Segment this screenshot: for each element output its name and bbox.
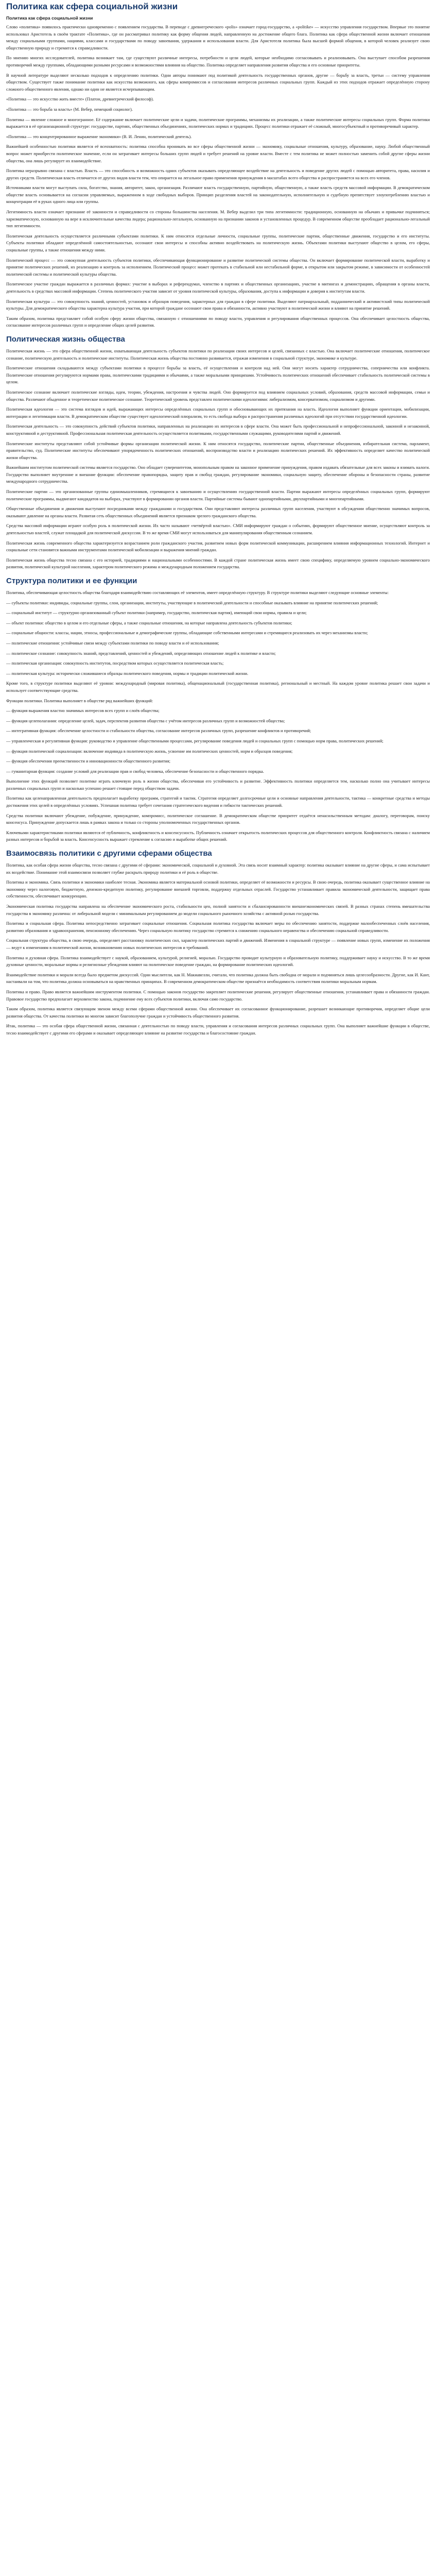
paragraph: Взаимодействие политики и морали всегда было предметом дискуссий. Одни мыслители, как Н. Макиавелли, считали, что политика должна быть свободна от морали и подчиняться лишь целесообразности. Другие, как И. Кант, настаивали на том, что политика должна основываться на нравственных принципах. В современном демократическом обществе признаётся необходимость соответствия политики моральным нормам. — [6, 972, 430, 985]
paragraph: Политика, обеспечивающая целостность общества благодаря взаимодействию составляющих её элементов, имеет определённую структуру. В структуре политики выделяют следующие основные элементы: — [6, 590, 389, 595]
paragraph: Политика — явление сложное и многогранное. Её содержание включает политические цели и задачи, политические программы, механизмы их реализации, а также политические интересы социальных групп. Форма политики выражается в её организационной структуре: государстве, партиях, общественных объединениях, политических нормах и традициях. Процесс политики отражает её сложный, многосубъектный и противоречивый характер. — [6, 116, 430, 129]
paragraph: Политическая жизнь — это сфера общественной жизни, охватывающая деятельность субъектов политики по реализации своих интересов и целей, связанных с властью. Она включает политические отношения, политическое сознание, политическую деятельность и политические институты. Политическая жизнь общества постоянно развивается, отражая изменения в социальной структуре, экономике и культуре. — [6, 348, 430, 361]
paragraph: Политика как целенаправленная деятельность предполагает выработку программ, стратегий и тактик. Стратегия определяет долгосрочные цели и основные направления деятельности, тактика — конкретные средства и методы достижения этих целей в определённых условиях. Успешная политика требует сочетания стратегического видения и гибкости тактических решений. — [6, 795, 430, 808]
list-item: — политические отношения: устойчивые связи между субъектами политики по поводу власти и её использования; — [6, 640, 219, 646]
list-item: — социальный институт — структурно организованный субъект политики (например, государство, политическая партия), имеющий свои нормы, правила и цели; — [6, 610, 307, 616]
list-item: — гуманитарная функция: создание условий для реализации прав и свобод человека, обеспечение безопасности и общественного порядка. — [6, 768, 264, 774]
paragraph: Политическая культура — это совокупность знаний, ценностей, установок и образцов поведения, характерных для граждан в сфере политики. Выделяют патриархальный, подданнический и активистский типы политической культуры. Для демократического общества характерна культура участия, при которой граждане осознают свои права и обязанности, активно участвуют в политической жизни и влияют на принятие решений. — [6, 298, 430, 311]
paragraph: По мнению многих исследователей, политика возникает там, где существуют различные интересы, потребности и цели людей, которые необходимо согласовывать и реализовывать. Она выступает способом разрешения противоречий между группами, обладающими разными ресурсами и возможностями влияния на общество. Политика определяет направления развития общества и его основные приоритеты. — [6, 55, 430, 67]
paragraph: Политика и социальная сфера. Политика непосредственно затрагивает социальные отношения. Социальная политика государства включает меры по обеспечению занятости, поддержке малообеспеченных слоёв населения, развитию образования и здравоохранения, пенсионному обеспечению. Через социальную политику государство стремится к снижению социального неравенства и обеспечению социальной справедливости. — [6, 921, 430, 933]
list-item: — функция политической социализации: включение индивида в политическую жизнь, усвоение им политических ценностей, норм и образцов поведения; — [6, 748, 293, 754]
paragraph: Ключевыми характеристиками политики являются её публичность, конфликтность и консенсусность. Публичность означает открытость политических процессов для общественного контроля. Конфликтность связана с наличием разных интересов и борьбой за власть. Консенсусность выражает стремление к согласию и выработке общих решений. — [6, 829, 430, 842]
quote: «Политика — это искусство жить вместе» (Платон, древнегреческий философ). — [6, 96, 154, 102]
paragraph: Политика, как особая сфера жизни общества, тесно связана с другими её сферами: экономической, социальной и духовной. Эта связь носит взаимный характер: политика оказывает влияние на другие сферы, и сама испытывает их воздействие. Понимание этой взаимосвязи позволяет глубже раскрыть природу политики и её роль в обществе. — [6, 862, 430, 875]
paragraph: В научной литературе выделяют несколько подходов к определению политики. Одни авторы понимают под политикой деятельность государственных органов, другие — борьбу за власть, третьи — систему управления обществом. Существует также понимание политики как искусства возможного, как сферы компромиссов и согласования интересов различных социальных групп. Каждый из этих подходов отражает определённую сторону сложного общественного явления, однако ни один не является исчерпывающим. — [6, 72, 430, 92]
paragraph: Функции политики. Политика выполняет в обществе ряд важнейших функций: — [6, 698, 153, 703]
section-title: Политическая жизнь общества — [6, 334, 125, 344]
paragraph: Политика и право. Право является важнейшим инструментом политики. С помощью законов государство закрепляет политические решения, регулирует общественные отношения, устанавливает права и обязанности граждан. Правовое государство предполагает верховенство закона, подчинение ему всех субъектов политики, включая само государство. — [6, 989, 430, 1002]
page-subtitle: Политика как сфера социальной жизни — [6, 15, 93, 21]
paragraph: Политическая идеология — это система взглядов и идей, выражающих интересы определённых социальных групп и обосновывающих их притязания на власть. Идеология выполняет функции ориентации, мобилизации, интеграции и легитимации власти. В демократическом обществе существует идеологический плюрализм, то есть свобода выбора и распространения различных идеологий при отсутствии государственной идеологии. — [6, 406, 430, 419]
section-politics-sphere — [6, 24, 430, 329]
section-interconnection — [6, 862, 430, 1037]
list-item: — политическая организация: совокупность институтов, посредством которых осуществляется политическая власть; — [6, 660, 224, 666]
list-item: — управленческая и регулятивная функция: руководство и управление общественными процессами, регулирование поведения людей и социальных групп с помощью норм права, политических решений; — [6, 738, 383, 743]
paragraph: Средства массовой информации играют особую роль в политической жизни. Их часто называют «четвёртой властью». СМИ информируют граждан о событиях, формируют общественное мнение, осуществляют контроль за деятельностью властей, служат площадкой для политической дискуссии. В то же время СМИ могут использоваться для манипулирования общественным сознанием. — [6, 523, 430, 536]
paragraph: Слово «политика» появилось практически одновременно с появлением государства. В переводе с древнегреческого «polis» означает город-государство, а «politike» — искусство управления государством. Впервые это понятие использовал Аристотель в своём трактате «Политика», где он рассматривал политику как форму общения людей, направленную на достижение общего блага. Политика как сфера общественной жизни включает отношения между социальными группами, нациями, классами и государствами по поводу завоевания, удержания и использования власти. Для Аристотеля политика была высшей формой общения, в которой человек реализует свою общественную природу и стремится к справедливости. — [6, 24, 430, 50]
article — [0, 0, 436, 1037]
list-item: — функция целеполагания: определение целей, задач, перспектив развития общества с учётом интересов различных групп и возможностей общества; — [6, 718, 285, 723]
page-title: Политика как сфера социальной жизни — [6, 2, 178, 11]
paragraph: Кроме того, в структуре политики выделяют её уровни: международный (мировая политика), общенациональный (государственная политика), региональный и местный. На каждом уровне политика решает свои задачи и использует соответствующие средства. — [6, 681, 430, 693]
paragraph: Легитимность власти означает признание её законности и справедливости со стороны большинства населения. М. Вебер выделил три типа легитимности: традиционную, основанную на обычаях и привычке подчиняться; харизматическую, основанную на вере в исключительные качества лидера; рационально-легальную, основанную на признании законов и установленных процедур. В современном обществе преобладает рационально-легальный тип легитимности. — [6, 209, 430, 229]
paragraph: Политическая жизнь современного общества характеризуется возрастанием роли гражданского участия, развитием новых форм политической коммуникации, расширением влияния информационных технологий. Интернет и социальные сети становятся важными инструментами политической мобилизации и выражения мнений граждан. — [6, 540, 430, 553]
paragraph: Важнейшей особенностью политики является её всеохватность: политика способна проникать во все сферы общественной жизни — экономику, социальные отношения, культуру, образование, науку. Любой общественный вопрос может приобрести политическое значение, если он затрагивает интересы больших групп людей и требует решений на уровне власти. Вместе с тем политика не может полностью заменить собой другие сферы жизни общества, она лишь регулирует их взаимодействие. — [6, 144, 430, 163]
paragraph: Экономическая политика государства направлена на обеспечение экономического роста, стабильности цен, полной занятости и сбалансированности внешнеэкономических связей. В разных странах степень вмешательства государства в экономику различна: от либеральной модели с минимальным регулированием до модели социального рыночного хозяйства с активной ролью государства. — [6, 904, 430, 916]
section-title: Взаимосвязь политики с другими сферами общества — [6, 849, 212, 858]
paragraph: Политическое участие граждан выражается в различных формах: участие в выборах и референдумах, членство в партиях и общественных организациях, участие в митингах и демонстрациях, обращения в органы власти, деятельность в средствах массовой информации. Степень политического участия зависит от уровня политической культуры, образования, доступа к информации и доверия к институтам власти. — [6, 281, 430, 294]
list-item: — социальные общности: классы, нации, этносы, профессиональные и демографические группы, обладающие собственными интересами и стремящиеся реализовать их через механизмы власти; — [6, 630, 368, 636]
paragraph: Источниками власти могут выступать сила, богатство, знания, авторитет, закон, организация. Различают власть государственную, партийную, общественную, а также власть средств массовой информации. В демократическом обществе власть основывается на согласии управляемых, выраженном в ходе свободных выборов. Принцип разделения властей на законодательную, исполнительную и судебную препятствует злоупотреблению властью и концентрации её в руках одного лица или группы. — [6, 185, 430, 205]
paragraph: Важнейшим институтом политической системы является государство. Оно обладает суверенитетом, монопольным правом на законное применение принуждения, правом издавать обязательные для всех законы и взимать налоги. Государство выполняет внутренние и внешние функции: обеспечение правопорядка, защиту прав и свобод граждан, регулирование экономики, социальную защиту, обеспечение обороны и безопасности страны, развитие международного сотрудничества. — [6, 465, 430, 484]
paragraph: Политическая деятельность — это совокупность действий субъектов политики, направленных на реализацию их интересов в сфере власти. Она может быть профессиональной и непрофессиональной, законной и незаконной, конструктивной и деструктивной. Профессиональная политическая деятельность осуществляется политиками, государственными служащими, руководителями партий и движений. — [6, 423, 430, 436]
paragraph: Политические отношения складываются между субъектами политики в процессе борьбы за власть, её осуществления и контроля над ней. Они могут носить характер сотрудничества, соперничества или конфликта. Политические отношения регулируются нормами права, политическими традициями и обычаями, а также моральными принципами. Устойчивость политических отношений обеспечивает стабильность политической системы в целом. — [6, 365, 430, 385]
paragraph: Общественные объединения и движения выступают посредниками между гражданами и государством. Они представляют интересы различных групп населения, участвуют в обсуждении общественно значимых вопросов, оказывают давление на органы власти. Развитая сеть общественных объединений является признаком зрелого гражданского общества. — [6, 506, 430, 518]
paragraph: Политическое сознание включает политические взгляды, идеи, теории, убеждения, настроения и чувства людей. Оно формируется под влиянием социальных условий, образования, средств массовой информации, семьи и общества. Различают обыденное и теоретическое политическое сознание. Теоретический уровень представлен политическими идеологиями: либерализмом, консерватизмом, социализмом и другими. — [6, 389, 430, 402]
list-item: — субъекты политики: индивиды, социальные группы, слои, организации, институты, участвующие в политической деятельности и способные оказывать влияние на принятие политических решений; — [6, 600, 378, 605]
paragraph: Политика и экономика. Связь политики и экономики наиболее тесная. Экономика является материальной основой политики, определяет её возможности и ресурсы. В свою очередь, политика оказывает существенное влияние на экономику через налоговую, бюджетную, денежно-кредитную политику, регулирование внешней торговли, поддержку отдельных отраслей. Государство устанавливает правила экономической деятельности, защищает права собственности, обеспечивает конкуренцию. — [6, 879, 430, 899]
list-item: — политическая культура: исторически сложившиеся образцы политического поведения, нормы и традиции политической жизни. — [6, 670, 249, 676]
paragraph: Политические институты представляют собой устойчивые формы организации политической жизни. К ним относятся государство, политические партии, общественные объединения, избирательная система, парламент, правительство, суд. Политические институты обеспечивают упорядоченность политических отношений, воспроизводство власти и реализацию политических решений. Их эффективность определяет качество политической жизни общества. — [6, 440, 430, 460]
paragraph: Политическая жизнь общества тесно связана с его историей, традициями и национальными особенностями. В каждой стране политическая жизнь имеет свою специфику, определяемую уровнем социально-экономического развития, политической культурой населения, характером политического режима и международным положением государства. — [6, 557, 430, 570]
list-item: — политическое сознание: совокупность знаний, представлений, ценностей и убеждений, определяющих отношение людей к политике и власти; — [6, 650, 276, 656]
section-political-life — [6, 348, 430, 571]
list-item: — функция выражения властно значимых интересов всех групп и слоёв общества; — [6, 708, 160, 714]
paragraph: Политика и духовная сфера. Политика взаимодействует с наукой, образованием, культурой, религией, моралью. Государство проводит культурную и образовательную политику, поддерживает науку и искусство. В то же время духовные ценности, моральные нормы и религиозные убеждения влияют на политическое поведение граждан, на формирование политических идеологий. — [6, 955, 430, 968]
list-item: — интегративная функция: обеспечение целостности и стабильности общества, согласование интересов различных групп, разрешение конфликтов и противоречий; — [6, 728, 311, 734]
quote: «Политика — это концентрированное выражение экономики» (В. И. Ленин, политический деятель). — [6, 133, 192, 139]
paragraph: Таким образом, политика представляет собой особую сферу жизни общества, связанную с отношениями по поводу власти, управления и регулирования общественных процессов. Она обеспечивает целостность общества, согласование интересов различных групп и определение общих целей развития. — [6, 315, 430, 328]
paragraph: Политическая деятельность осуществляется различными субъектами политики. К ним относятся отдельные личности, социальные группы, политические партии, общественные движения, государство и его институты. Субъекты политики обладают определённой самостоятельностью, осознают свои интересы и способны активно воздействовать на политическую жизнь. Объектами политики выступают общество в целом, его сферы, социальные группы, а также отношения между ними. — [6, 233, 430, 253]
paragraph: Таким образом, политика является связующим звеном между всеми сферами общественной жизни. Она обеспечивает их согласованное функционирование, разрешает возникающие противоречия, определяет общие цели развития общества. От качества политики во многом зависит благополучие граждан и устойчивость общественного развития. — [6, 1006, 430, 1019]
list-item: — объект политики: общество в целом и его отдельные сферы, а также социальные отношения, на которые направлена деятельность субъектов политики; — [6, 620, 292, 625]
paragraph: Политические партии — это организованные группы единомышленников, стремящиеся к завоеванию и осуществлению государственной власти. Партии выражают интересы определённых социальных групп, формируют политические программы, выдвигают кандидатов на выборах, участвуют в формировании органов власти. Партийные системы бывают однопартийными, двухпартийными и многопартийными. — [6, 489, 430, 501]
paragraph: Политика неразрывно связана с властью. Власть — это способность и возможность одних субъектов оказывать определяющее воздействие на деятельность и поведение других людей с помощью авторитета, права, насилия и других средств. Политическая власть отличается от других видов власти тем, что опирается на легальное право применения принуждения в масштабах всего общества и распространяется на всех его членов. — [6, 168, 430, 180]
paragraph: Социальная структура общества, в свою очередь, определяет расстановку политических сил, характер политических партий и движений. Изменения в социальной структуре — появление новых групп, изменение их положения — ведут к изменениям в политической жизни, возникновению новых политических интересов и требований. — [6, 938, 430, 950]
paragraph: Политический процесс — это совокупная деятельность субъектов политики, обеспечивающая функционирование и развитие политической системы общества. Он включает формирование политической власти, выработку и принятие политических решений, их реализацию и контроль за исполнением. Политический процесс может протекать в стабильной или нестабильной форме, в открытом или закрытом режиме, в зависимости от особенностей политической системы и политической культуры общества. — [6, 257, 430, 277]
quote: «Политика — это борьба за власть» (М. Вебер, немецкий социолог). — [6, 106, 133, 112]
paragraph: Выполнение этих функций позволяет политике играть ключевую роль в жизни общества, обеспечивая его устойчивость и развитие. Эффективность политики определяется тем, насколько полно она учитывает интересы различных социальных групп и насколько успешно решает стоящие перед обществом задачи. — [6, 778, 430, 791]
paragraph: Средства политики включают убеждение, побуждение, принуждение, компромисс, политическое соглашение. В демократическом обществе приоритет отдаётся ненасильственным методам: диалогу, переговорам, поиску консенсуса. Принуждение допускается лишь в рамках закона и только со стороны уполномоченных государственных органов. — [6, 812, 430, 825]
section-title: Структура политики и ее функции — [6, 577, 137, 585]
section-structure-functions — [6, 589, 430, 843]
paragraph: Итак, политика — это особая сфера общественной жизни, связанная с деятельностью по поводу власти, управления и согласования интересов различных социальных групп. Она выполняет важнейшие функции в обществе, тесно взаимодействует с другими его сферами и оказывает определяющее влияние на развитие государства и благосостояние граждан. — [6, 1023, 430, 1036]
list-item: — функция обеспечения преемственности и инновационности общественного развития; — [6, 758, 170, 764]
